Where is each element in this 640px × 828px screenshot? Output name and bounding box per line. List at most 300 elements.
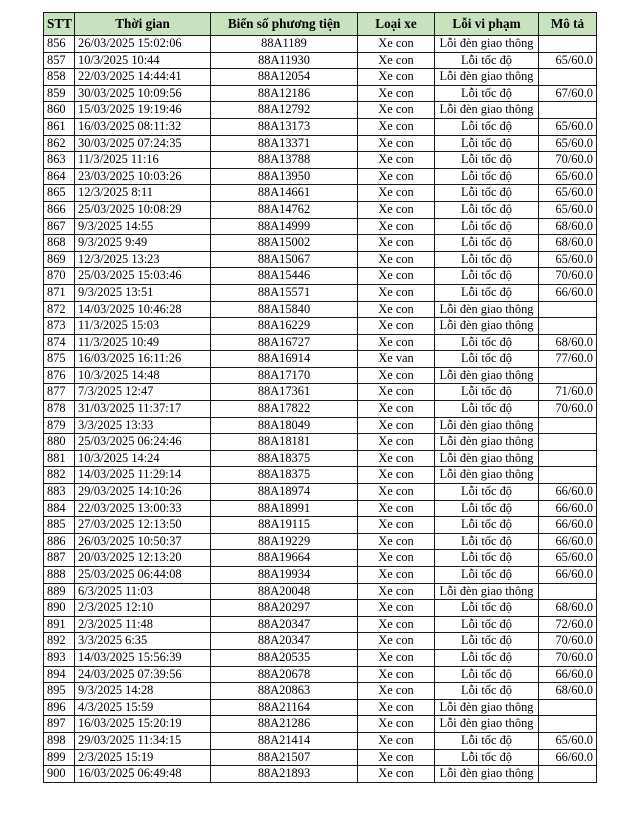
cell-description: 68/60.0	[539, 235, 597, 252]
cell-description: 65/60.0	[539, 185, 597, 202]
table-row	[44, 36, 597, 53]
table-row	[44, 484, 597, 501]
cell-plate: 88A20535	[211, 649, 358, 666]
cell-vehicle-type: Xe con	[358, 683, 435, 700]
cell-stt: 881	[44, 450, 75, 467]
cell-description	[539, 699, 597, 716]
cell-violation: Lỗi tốc độ	[435, 52, 539, 69]
cell-plate: 88A20347	[211, 616, 358, 633]
cell-plate: 88A14661	[211, 185, 358, 202]
cell-description: 66/60.0	[539, 500, 597, 517]
cell-violation: Lỗi tốc độ	[435, 649, 539, 666]
cell-violation: Lỗi đèn giao thông	[435, 367, 539, 384]
cell-plate: 88A21414	[211, 732, 358, 749]
cell-stt: 859	[44, 85, 75, 102]
table-row	[44, 334, 597, 351]
cell-violation: Lỗi tốc độ	[435, 666, 539, 683]
cell-vehicle-type: Xe con	[358, 52, 435, 69]
cell-plate: 88A17170	[211, 367, 358, 384]
cell-time: 9/3/2025 9:49	[75, 235, 211, 252]
cell-time: 30/03/2025 10:09:56	[75, 85, 211, 102]
cell-violation: Lỗi đèn giao thông	[435, 467, 539, 484]
cell-stt: 863	[44, 152, 75, 169]
cell-violation: Lỗi đèn giao thông	[435, 583, 539, 600]
cell-plate: 88A15446	[211, 268, 358, 285]
cell-vehicle-type: Xe con	[358, 268, 435, 285]
cell-plate: 88A17361	[211, 384, 358, 401]
cell-plate: 88A18049	[211, 417, 358, 434]
cell-vehicle-type: Xe con	[358, 666, 435, 683]
cell-description: 70/60.0	[539, 649, 597, 666]
table-row	[44, 417, 597, 434]
cell-stt: 870	[44, 268, 75, 285]
cell-time: 16/03/2025 16:11:26	[75, 351, 211, 368]
cell-time: 3/3/2025 6:35	[75, 633, 211, 650]
cell-violation: Lỗi tốc độ	[435, 633, 539, 650]
cell-stt: 880	[44, 434, 75, 451]
cell-plate: 88A19664	[211, 550, 358, 567]
cell-vehicle-type: Xe con	[358, 152, 435, 169]
cell-stt: 899	[44, 749, 75, 766]
cell-vehicle-type: Xe con	[358, 567, 435, 584]
table-row	[44, 168, 597, 185]
cell-stt: 886	[44, 533, 75, 550]
cell-vehicle-type: Xe con	[358, 85, 435, 102]
header-stt: STT	[44, 13, 75, 36]
cell-description	[539, 467, 597, 484]
cell-vehicle-type: Xe con	[358, 533, 435, 550]
cell-description: 65/60.0	[539, 201, 597, 218]
cell-violation: Lỗi tốc độ	[435, 500, 539, 517]
cell-vehicle-type: Xe con	[358, 467, 435, 484]
cell-violation: Lỗi tốc độ	[435, 550, 539, 567]
cell-description: 68/60.0	[539, 218, 597, 235]
table-row	[44, 301, 597, 318]
cell-vehicle-type: Xe con	[358, 69, 435, 86]
cell-description	[539, 69, 597, 86]
table-row	[44, 766, 597, 783]
cell-stt: 862	[44, 135, 75, 152]
violations-table	[43, 12, 597, 783]
cell-time: 25/03/2025 15:03:46	[75, 268, 211, 285]
cell-time: 7/3/2025 12:47	[75, 384, 211, 401]
cell-description: 70/60.0	[539, 633, 597, 650]
cell-violation: Lỗi đèn giao thông	[435, 301, 539, 318]
cell-violation: Lỗi tốc độ	[435, 616, 539, 633]
table-header-row	[44, 13, 597, 36]
cell-stt: 887	[44, 550, 75, 567]
cell-time: 10/3/2025 10:44	[75, 52, 211, 69]
table-row	[44, 500, 597, 517]
header-violation: Lỗi vi phạm	[435, 13, 539, 36]
table-row	[44, 401, 597, 418]
table-row	[44, 649, 597, 666]
cell-time: 2/3/2025 15:19	[75, 749, 211, 766]
cell-description	[539, 434, 597, 451]
cell-stt: 895	[44, 683, 75, 700]
cell-violation: Lỗi đèn giao thông	[435, 766, 539, 783]
cell-plate: 88A19115	[211, 517, 358, 534]
cell-plate: 88A16229	[211, 318, 358, 335]
cell-violation: Lỗi tốc độ	[435, 533, 539, 550]
table-row	[44, 616, 597, 633]
cell-time: 9/3/2025 14:28	[75, 683, 211, 700]
cell-description: 70/60.0	[539, 268, 597, 285]
cell-time: 29/03/2025 11:34:15	[75, 732, 211, 749]
cell-violation: Lỗi tốc độ	[435, 732, 539, 749]
table-row	[44, 699, 597, 716]
cell-time: 3/3/2025 13:33	[75, 417, 211, 434]
cell-vehicle-type: Xe con	[358, 716, 435, 733]
cell-violation: Lỗi tốc độ	[435, 484, 539, 501]
cell-vehicle-type: Xe con	[358, 616, 435, 633]
cell-description: 65/60.0	[539, 732, 597, 749]
cell-vehicle-type: Xe con	[358, 517, 435, 534]
cell-stt: 889	[44, 583, 75, 600]
cell-violation: Lỗi tốc độ	[435, 284, 539, 301]
table-row	[44, 284, 597, 301]
cell-vehicle-type: Xe con	[358, 318, 435, 335]
cell-description: 66/60.0	[539, 749, 597, 766]
table-row	[44, 185, 597, 202]
cell-plate: 88A17822	[211, 401, 358, 418]
cell-time: 11/3/2025 15:03	[75, 318, 211, 335]
cell-violation: Lỗi tốc độ	[435, 401, 539, 418]
cell-stt: 900	[44, 766, 75, 783]
cell-plate: 88A13788	[211, 152, 358, 169]
cell-vehicle-type: Xe con	[358, 434, 435, 451]
cell-stt: 888	[44, 567, 75, 584]
cell-description: 70/60.0	[539, 401, 597, 418]
cell-time: 14/03/2025 10:46:28	[75, 301, 211, 318]
cell-plate: 88A18974	[211, 484, 358, 501]
cell-vehicle-type: Xe con	[358, 766, 435, 783]
cell-stt: 891	[44, 616, 75, 633]
cell-stt: 861	[44, 118, 75, 135]
cell-violation: Lỗi tốc độ	[435, 185, 539, 202]
cell-time: 15/03/2025 19:19:46	[75, 102, 211, 119]
cell-plate: 88A18181	[211, 434, 358, 451]
cell-violation: Lỗi đèn giao thông	[435, 36, 539, 53]
cell-description: 66/60.0	[539, 517, 597, 534]
cell-description: 66/60.0	[539, 484, 597, 501]
cell-vehicle-type: Xe con	[358, 384, 435, 401]
cell-vehicle-type: Xe con	[358, 36, 435, 53]
cell-violation: Lỗi đèn giao thông	[435, 318, 539, 335]
cell-stt: 865	[44, 185, 75, 202]
cell-violation: Lỗi tốc độ	[435, 683, 539, 700]
cell-violation: Lỗi đèn giao thông	[435, 102, 539, 119]
cell-time: 10/3/2025 14:24	[75, 450, 211, 467]
cell-description	[539, 716, 597, 733]
table-row	[44, 716, 597, 733]
cell-plate: 88A12792	[211, 102, 358, 119]
cell-stt: 893	[44, 649, 75, 666]
cell-vehicle-type: Xe con	[358, 135, 435, 152]
table-row	[44, 118, 597, 135]
header-vehicle-type: Loại xe	[358, 13, 435, 36]
cell-vehicle-type: Xe con	[358, 218, 435, 235]
cell-vehicle-type: Xe con	[358, 417, 435, 434]
cell-description: 77/60.0	[539, 351, 597, 368]
cell-time: 12/3/2025 13:23	[75, 251, 211, 268]
cell-vehicle-type: Xe con	[358, 401, 435, 418]
cell-plate: 88A20347	[211, 633, 358, 650]
table-row	[44, 85, 597, 102]
cell-description	[539, 766, 597, 783]
cell-vehicle-type: Xe con	[358, 699, 435, 716]
table-row	[44, 218, 597, 235]
cell-time: 10/3/2025 14:48	[75, 367, 211, 384]
cell-description	[539, 583, 597, 600]
cell-description	[539, 36, 597, 53]
cell-stt: 896	[44, 699, 75, 716]
cell-plate: 88A13371	[211, 135, 358, 152]
cell-vehicle-type: Xe con	[358, 649, 435, 666]
table-row	[44, 52, 597, 69]
table-row	[44, 251, 597, 268]
cell-time: 27/03/2025 12:13:50	[75, 517, 211, 534]
cell-plate: 88A21507	[211, 749, 358, 766]
cell-violation: Lỗi tốc độ	[435, 251, 539, 268]
table-row	[44, 633, 597, 650]
cell-stt: 857	[44, 52, 75, 69]
table-row	[44, 732, 597, 749]
cell-violation: Lỗi tốc độ	[435, 517, 539, 534]
cell-stt: 890	[44, 600, 75, 617]
cell-time: 12/3/2025 8:11	[75, 185, 211, 202]
cell-description	[539, 301, 597, 318]
cell-plate: 88A14999	[211, 218, 358, 235]
cell-stt: 874	[44, 334, 75, 351]
cell-time: 26/03/2025 15:02:06	[75, 36, 211, 53]
cell-plate: 88A13173	[211, 118, 358, 135]
cell-violation: Lỗi tốc độ	[435, 168, 539, 185]
cell-stt: 864	[44, 168, 75, 185]
cell-time: 16/03/2025 15:20:19	[75, 716, 211, 733]
cell-time: 14/03/2025 15:56:39	[75, 649, 211, 666]
cell-time: 22/03/2025 13:00:33	[75, 500, 211, 517]
cell-description: 65/60.0	[539, 118, 597, 135]
cell-plate: 88A20048	[211, 583, 358, 600]
table-row	[44, 600, 597, 617]
header-description: Mô tả	[539, 13, 597, 36]
cell-violation: Lỗi tốc độ	[435, 118, 539, 135]
cell-violation: Lỗi tốc độ	[435, 567, 539, 584]
cell-description	[539, 367, 597, 384]
table-row	[44, 201, 597, 218]
cell-violation: Lỗi tốc độ	[435, 235, 539, 252]
cell-stt: 860	[44, 102, 75, 119]
cell-vehicle-type: Xe van	[358, 351, 435, 368]
table-row	[44, 268, 597, 285]
table-body	[44, 36, 597, 783]
table-row	[44, 318, 597, 335]
cell-vehicle-type: Xe con	[358, 500, 435, 517]
cell-stt: 897	[44, 716, 75, 733]
cell-time: 22/03/2025 14:44:41	[75, 69, 211, 86]
table-row	[44, 550, 597, 567]
header-time: Thời gian	[75, 13, 211, 36]
cell-description: 68/60.0	[539, 334, 597, 351]
cell-time: 31/03/2025 11:37:17	[75, 401, 211, 418]
cell-plate: 88A18375	[211, 450, 358, 467]
cell-stt: 884	[44, 500, 75, 517]
cell-time: 9/3/2025 14:55	[75, 218, 211, 235]
cell-description: 65/60.0	[539, 251, 597, 268]
cell-plate: 88A12054	[211, 69, 358, 86]
table-row	[44, 235, 597, 252]
cell-time: 11/3/2025 11:16	[75, 152, 211, 169]
cell-description: 66/60.0	[539, 666, 597, 683]
cell-plate: 88A20678	[211, 666, 358, 683]
cell-violation: Lỗi tốc độ	[435, 268, 539, 285]
table-row	[44, 666, 597, 683]
cell-time: 25/03/2025 06:44:08	[75, 567, 211, 584]
cell-violation: Lỗi tốc độ	[435, 351, 539, 368]
table-row	[44, 367, 597, 384]
cell-stt: 872	[44, 301, 75, 318]
cell-violation: Lỗi tốc độ	[435, 152, 539, 169]
cell-stt: 892	[44, 633, 75, 650]
cell-violation: Lỗi đèn giao thông	[435, 699, 539, 716]
cell-plate: 88A12186	[211, 85, 358, 102]
cell-time: 6/3/2025 11:03	[75, 583, 211, 600]
cell-violation: Lỗi tốc độ	[435, 135, 539, 152]
cell-stt: 894	[44, 666, 75, 683]
cell-plate: 88A19229	[211, 533, 358, 550]
cell-description: 65/60.0	[539, 52, 597, 69]
cell-time: 16/03/2025 06:49:48	[75, 766, 211, 783]
cell-stt: 866	[44, 201, 75, 218]
cell-time: 30/03/2025 07:24:35	[75, 135, 211, 152]
table-row	[44, 450, 597, 467]
cell-time: 11/3/2025 10:49	[75, 334, 211, 351]
cell-plate: 88A20863	[211, 683, 358, 700]
cell-violation: Lỗi tốc độ	[435, 600, 539, 617]
cell-time: 25/03/2025 10:08:29	[75, 201, 211, 218]
table-row	[44, 434, 597, 451]
cell-vehicle-type: Xe con	[358, 732, 435, 749]
cell-violation: Lỗi tốc độ	[435, 218, 539, 235]
cell-vehicle-type: Xe con	[358, 251, 435, 268]
cell-violation: Lỗi tốc độ	[435, 749, 539, 766]
cell-description: 72/60.0	[539, 616, 597, 633]
table-row	[44, 517, 597, 534]
cell-vehicle-type: Xe con	[358, 102, 435, 119]
cell-stt: 882	[44, 467, 75, 484]
cell-plate: 88A21164	[211, 699, 358, 716]
cell-vehicle-type: Xe con	[358, 301, 435, 318]
cell-stt: 876	[44, 367, 75, 384]
header-plate: Biển số phương tiện	[211, 13, 358, 36]
cell-time: 23/03/2025 10:03:26	[75, 168, 211, 185]
cell-stt: 867	[44, 218, 75, 235]
cell-vehicle-type: Xe con	[358, 583, 435, 600]
cell-vehicle-type: Xe con	[358, 633, 435, 650]
cell-description: 65/60.0	[539, 135, 597, 152]
cell-description: 66/60.0	[539, 284, 597, 301]
cell-plate: 88A18375	[211, 467, 358, 484]
cell-plate: 88A21893	[211, 766, 358, 783]
cell-time: 4/3/2025 15:59	[75, 699, 211, 716]
cell-plate: 88A13950	[211, 168, 358, 185]
cell-stt: 856	[44, 36, 75, 53]
cell-plate: 88A1189	[211, 36, 358, 53]
cell-plate: 88A15067	[211, 251, 358, 268]
cell-plate: 88A19934	[211, 567, 358, 584]
cell-violation: Lỗi tốc độ	[435, 384, 539, 401]
cell-time: 24/03/2025 07:39:56	[75, 666, 211, 683]
cell-description: 67/60.0	[539, 85, 597, 102]
table-row	[44, 683, 597, 700]
cell-stt: 877	[44, 384, 75, 401]
cell-vehicle-type: Xe con	[358, 201, 435, 218]
cell-time: 9/3/2025 13:51	[75, 284, 211, 301]
cell-description: 65/60.0	[539, 168, 597, 185]
cell-description: 71/60.0	[539, 384, 597, 401]
cell-stt: 875	[44, 351, 75, 368]
cell-time: 2/3/2025 11:48	[75, 616, 211, 633]
cell-plate: 88A14762	[211, 201, 358, 218]
cell-time: 16/03/2025 08:11:32	[75, 118, 211, 135]
table-row	[44, 749, 597, 766]
table-row	[44, 583, 597, 600]
cell-vehicle-type: Xe con	[358, 284, 435, 301]
cell-plate: 88A15002	[211, 235, 358, 252]
cell-time: 2/3/2025 12:10	[75, 600, 211, 617]
cell-vehicle-type: Xe con	[358, 749, 435, 766]
table-row	[44, 102, 597, 119]
cell-plate: 88A15571	[211, 284, 358, 301]
cell-violation: Lỗi đèn giao thông	[435, 434, 539, 451]
cell-stt: 869	[44, 251, 75, 268]
table-row	[44, 69, 597, 86]
cell-vehicle-type: Xe con	[358, 600, 435, 617]
cell-violation: Lỗi tốc độ	[435, 334, 539, 351]
cell-violation: Lỗi tốc độ	[435, 201, 539, 218]
cell-time: 25/03/2025 06:24:46	[75, 434, 211, 451]
cell-plate: 88A16727	[211, 334, 358, 351]
cell-plate: 88A21286	[211, 716, 358, 733]
cell-vehicle-type: Xe con	[358, 450, 435, 467]
cell-time: 26/03/2025 10:50:37	[75, 533, 211, 550]
cell-plate: 88A18991	[211, 500, 358, 517]
cell-description: 68/60.0	[539, 600, 597, 617]
table-row	[44, 351, 597, 368]
cell-plate: 88A15840	[211, 301, 358, 318]
cell-vehicle-type: Xe con	[358, 484, 435, 501]
cell-stt: 885	[44, 517, 75, 534]
cell-description	[539, 417, 597, 434]
cell-plate: 88A20297	[211, 600, 358, 617]
cell-plate: 88A16914	[211, 351, 358, 368]
cell-violation: Lỗi đèn giao thông	[435, 69, 539, 86]
cell-vehicle-type: Xe con	[358, 235, 435, 252]
cell-description: 70/60.0	[539, 152, 597, 169]
cell-description: 68/60.0	[539, 683, 597, 700]
cell-time: 14/03/2025 11:29:14	[75, 467, 211, 484]
cell-stt: 898	[44, 732, 75, 749]
cell-violation: Lỗi đèn giao thông	[435, 716, 539, 733]
cell-description	[539, 450, 597, 467]
table-row	[44, 567, 597, 584]
cell-vehicle-type: Xe con	[358, 550, 435, 567]
cell-vehicle-type: Xe con	[358, 185, 435, 202]
cell-description: 65/60.0	[539, 550, 597, 567]
cell-vehicle-type: Xe con	[358, 334, 435, 351]
table-row	[44, 152, 597, 169]
